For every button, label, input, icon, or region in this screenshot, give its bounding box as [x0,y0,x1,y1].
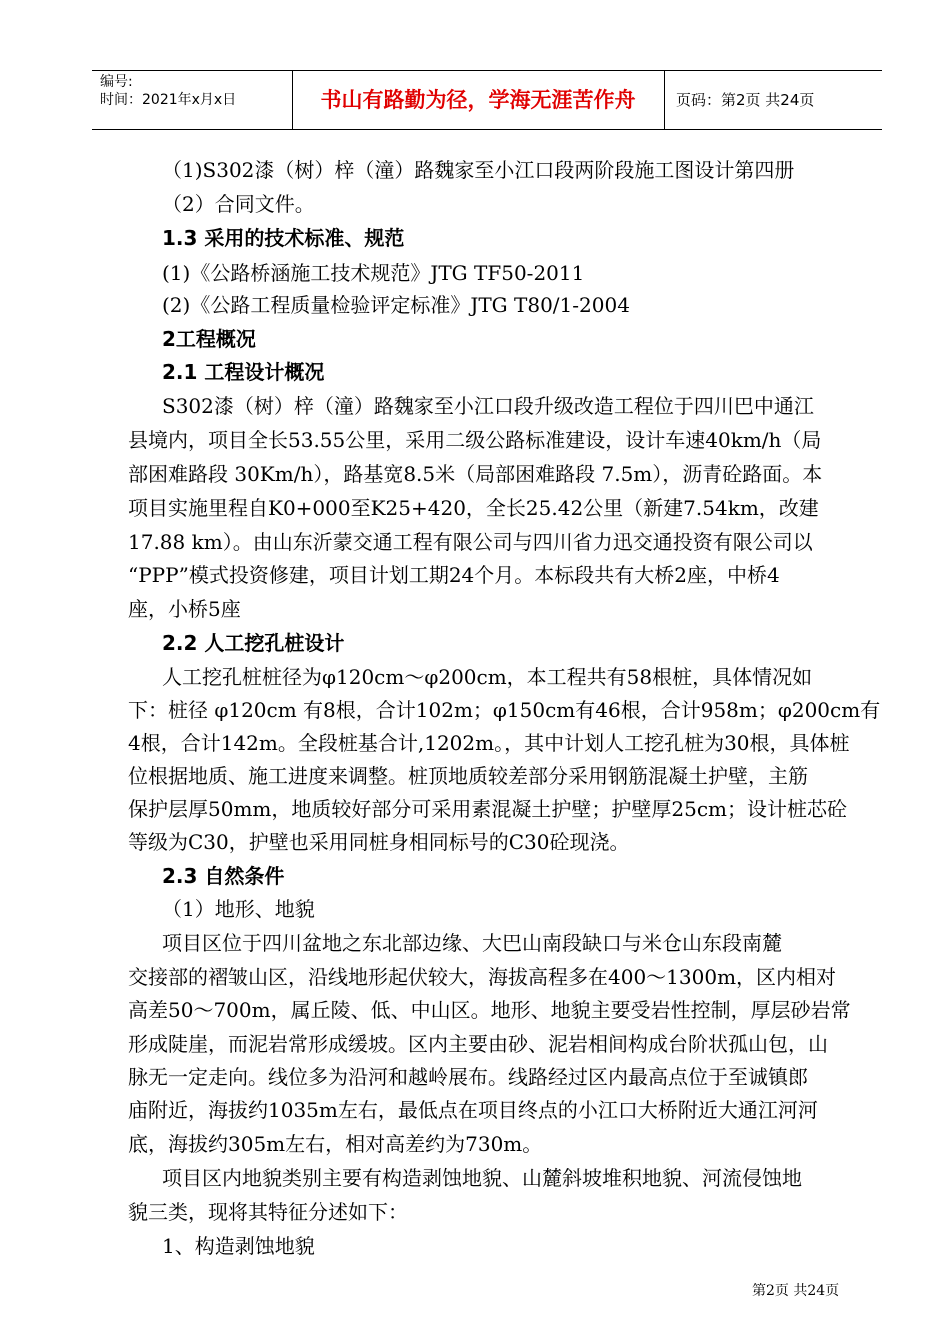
doc-date: 时间：2021年x月x日 [100,92,237,108]
text-line: 脉无一定走向。线位多为沿河和越岭展布。线路经过区内最高点位于至诚镇郎 [128,1065,808,1089]
text-line: 庙附近，海拔约1035m左右，最低点在项目终点的小江口大桥附近大通江河河 [128,1098,818,1122]
text-line: 部困难路段 30Km/h），路基宽8.5米（局部困难路段 7.5m），沥青砼路面。本 [128,462,823,486]
text-line: 项目区内地貌类别主要有构造剥蚀地貌、山麓斜坡堆积地貌、河流侵蚀地 [162,1166,802,1190]
section-heading: 2.3 自然条件 [162,864,285,888]
header-page-number: 页码：第2页 共24页 [676,91,815,109]
text-line: (2)《公路工程质量检验评定标准》JTG T80/1-2004 [162,293,630,317]
doc-number-label: 编号: [100,74,133,90]
header-motto: 书山有路勤为径，学海无涯苦作舟 [292,71,665,129]
text-line: （1)S302漆（树）梓（潼）路魏家至小江口段两阶段施工图设计第四册 [162,158,795,182]
text-line: 位根据地质、施工进度来调整。桩顶地质较差部分采用钢筋混凝土护壁，主筋 [128,764,808,788]
text-line: 项目区位于四川盆地之东北部边缘、大巴山南段缺口与米仓山东段南麓 [162,931,782,955]
text-line: 座，小桥5座 [128,597,241,621]
text-line: 貌三类，现将其特征分述如下： [128,1200,408,1224]
page-header [92,70,882,130]
section-heading: 2.2 人工挖孔桩设计 [162,631,345,655]
text-line: （2）合同文件。 [162,192,315,216]
text-line: 底，海拔约305m左右，相对高差约为730m。 [128,1132,543,1156]
text-line: 人工挖孔桩桩径为φ120cm～φ200cm，本工程共有58根桩，具体情况如 [162,665,813,689]
text-line: 4根，合计142m。全段桩基合计,1202m。，其中计划人工挖孔桩为30根，具体桩 [128,731,850,755]
text-line: 高差50～700m，属丘陵、低、中山区。地形、地貌主要受岩性控制，厚层砂岩常 [128,998,851,1022]
text-line: 交接部的褶皱山区，沿线地形起伏较大，海拔高程多在400～1300m，区内相对 [128,965,837,989]
text-line: 等级为C30，护壁也采用同桩身相同标号的C30砼现浇。 [128,830,630,854]
text-line: 形成陡崖，而泥岩常形成缓坡。区内主要由砂、泥岩相间构成台阶状孤山包，山 [128,1032,828,1056]
text-line: 保护层厚50mm，地质较好部分可采用素混凝土护壁；护壁厚25cm；设计桩芯砼 [128,797,847,821]
text-line: “PPP”模式投资修建，项目计划工期24个月。本标段共有大桥2座，中桥4 [128,563,780,587]
header-meta [92,71,293,129]
text-line: (1)《公路桥涵施工技术规范》JTG TF50-2011 [162,261,585,285]
section-heading: 1.3 采用的技术标准、规范 [162,226,405,250]
page-footer: 第2页 共24页 [752,1283,840,1299]
text-line: （1）地形、地貌 [162,897,315,921]
section-heading: 2.1 工程设计概况 [162,360,325,384]
section-heading: 2工程概况 [162,327,256,351]
text-line: 项目实施里程自K0+000至K25+420，全长25.42公里（新建7.54km，改建 [128,496,819,520]
text-line: 17.88 km）。由山东沂蒙交通工程有限公司与四川省力迅交通投资有限公司以 [128,530,813,554]
text-line: S302漆（树）梓（潼）路魏家至小江口段升级改造工程位于四川巴中通江 [162,394,814,418]
text-line: 1、构造剥蚀地貌 [162,1234,315,1258]
text-line: 下：桩径 φ120cm 有8根，合计102m；φ150cm有46根，合计958m；φ200cm有 [128,698,881,722]
text-line: 县境内，项目全长53.55公里，采用二级公路标准建设，设计车速40km/h（局 [128,428,822,452]
